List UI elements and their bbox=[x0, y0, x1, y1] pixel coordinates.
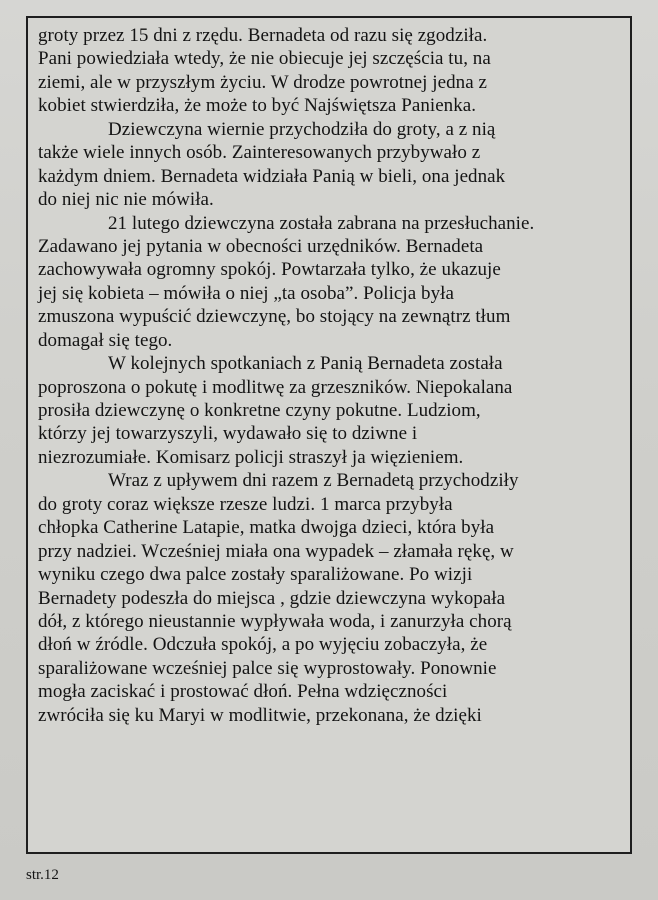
text-line: każdym dniem. Bernadeta widziała Panią w bieli, ona jednak bbox=[38, 165, 506, 187]
text-line: przy nadziei. Wcześniej miała ona wypadek – złamała rękę, w bbox=[38, 540, 514, 562]
text-line: zachowywała ogromny spokój. Powtarzała tylko, że ukazuje bbox=[38, 259, 501, 281]
text-line: wyniku czego dwa palce zostały sparaliżowane. Po wizji bbox=[38, 564, 473, 586]
text-line: chłopka Catherine Latapie, matka dwojga dzieci, która była bbox=[38, 517, 495, 539]
text-line: niezrozumiałe. Komisarz policji straszył ja więzieniem. bbox=[38, 446, 464, 468]
paragraph-4 bbox=[38, 352, 630, 469]
text-line: Wraz z upływem dni razem z Bernadetą przychodziły bbox=[108, 470, 519, 492]
text-line: którzy jej towarzyszyli, wydawało się to dziwne i bbox=[38, 423, 418, 445]
text-line: do niej nic nie mówiła. bbox=[38, 189, 214, 211]
article-body bbox=[38, 24, 630, 727]
text-line: Pani powiedziała wtedy, że nie obiecuje jej szczęścia tu, na bbox=[38, 48, 491, 70]
text-line: kobiet stwierdziła, że może to być Najświętsza Panienka. bbox=[38, 95, 477, 117]
paragraph-2 bbox=[38, 118, 630, 212]
text-line: dół, z którego nieustannie wypływała woda, i zanurzyła chorą bbox=[38, 610, 512, 632]
text-frame bbox=[26, 16, 632, 854]
text-line: mogła zaciskać i prostować dłoń. Pełna wdzięczności bbox=[38, 681, 448, 703]
text-line: zmuszona wypuścić dziewczynę, bo stojący na zewnątrz tłum bbox=[38, 306, 511, 328]
page-number: str.12 bbox=[26, 867, 59, 883]
text-line: domagał się tego. bbox=[38, 329, 173, 351]
paragraph-3 bbox=[38, 212, 630, 353]
text-line: prosiła dziewczynę o konkretne czyny pokutne. Ludziom, bbox=[38, 400, 481, 421]
text-line: do groty coraz większe rzesze ludzi. 1 marca przybyła bbox=[38, 493, 453, 515]
text-line: dłoń w źródle. Odczuła spokój, a po wyjęciu zobaczyła, że bbox=[38, 634, 488, 656]
text-line: jej się kobieta – mówiła o niej „ta osoba”. Policja była bbox=[38, 282, 454, 304]
text-line: W kolejnych spotkaniach z Panią Bernadeta została bbox=[108, 353, 503, 375]
text-line: 21 lutego dziewczyna została zabrana na przesłuchanie. bbox=[108, 212, 535, 234]
text-line: zwróciła się ku Maryi w modlitwie, przekonana, że dzięki bbox=[38, 704, 482, 726]
text-line: Zadawano jej pytania w obecności urzędników. Bernadeta bbox=[38, 235, 484, 257]
text-line: Bernadety podeszła do miejsca , gdzie dziewczyna wykopała bbox=[38, 587, 506, 609]
text-line: sparaliżowane wcześniej palce się wyprostowały. Ponownie bbox=[38, 657, 497, 679]
text-line: ziemi, ale w przyszłym życiu. W drodze powrotnej jedna z bbox=[38, 71, 487, 93]
text-line: groty przez 15 dni z rzędu. Bernadeta od razu się zgodziła. bbox=[38, 25, 488, 46]
text-line: poproszona o pokutę i modlitwę za grzeszników. Niepokalana bbox=[38, 376, 513, 398]
paragraph-1 bbox=[38, 24, 630, 118]
paragraph-5 bbox=[38, 469, 630, 727]
text-line: także wiele innych osób. Zainteresowanych przybywało z bbox=[38, 142, 481, 164]
text-line: Dziewczyna wiernie przychodziła do groty, a z nią bbox=[108, 118, 496, 140]
